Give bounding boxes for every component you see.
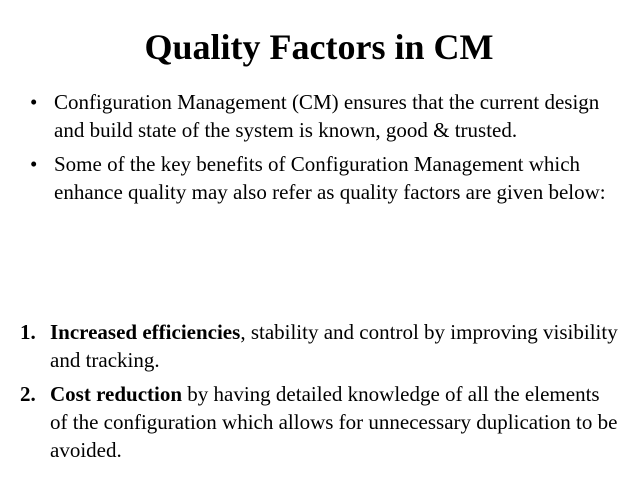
bullet-text: Configuration Management (CM) ensures that the current design and build state of the system is known, good & trusted. [54,90,600,142]
item-text: , stability and control by improving visibility and tracking. [50,320,618,372]
item-bold-phrase: Increased efficiencies [50,320,241,344]
bullet-text: Some of the key benefits of Configuration Management which enhance quality may also refer as quality factors are given below: [54,152,606,204]
bullet-item [30,88,620,144]
numbered-list [20,318,620,470]
slide-title: Quality Factors in CM [144,27,494,67]
bullet-marker: • [30,90,38,114]
bullet-list [30,88,620,212]
numbered-item [20,318,620,374]
item-bold-phrase: Cost reduction [50,382,183,406]
bullet-marker: • [30,152,38,176]
item-number: 2. [20,382,36,406]
item-text: by having detailed knowledge of all the elements of the configuration which allows for unnecessary duplication to be avoided. [50,382,618,462]
item-number: 1. [20,320,36,344]
numbered-item [20,380,620,464]
bullet-item [30,150,620,206]
